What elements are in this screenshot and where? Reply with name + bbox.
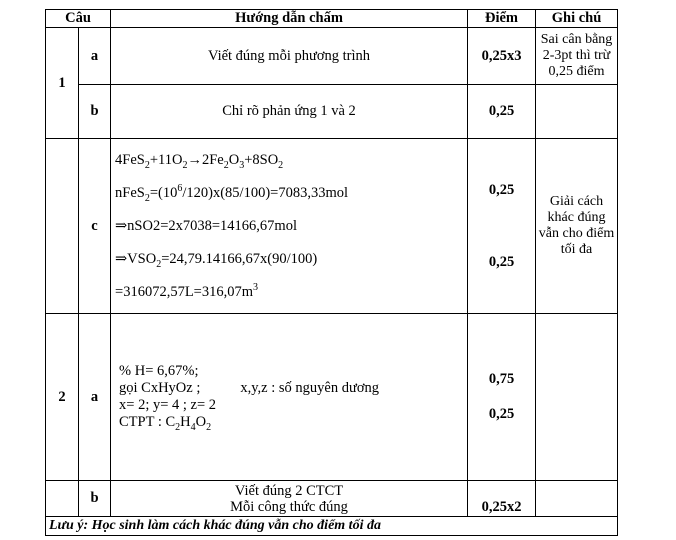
score-1a: 0,25x3 (468, 28, 536, 85)
instruction-1a: Viết đúng mỗi phương trình (111, 28, 468, 85)
grading-table (45, 9, 618, 536)
score-2b: 0,25x2 (468, 481, 536, 517)
row-q1b (46, 85, 618, 139)
row-q1a (46, 28, 618, 85)
instruction-2a (111, 314, 468, 481)
question-number-1: 1 (46, 28, 79, 139)
question-number-2: 2 (46, 314, 79, 481)
line-2b-1: Viết đúng 2 CTCT (234, 482, 344, 499)
row-q2b (46, 481, 618, 517)
score-1b: 0,25 (468, 85, 536, 139)
header-row (46, 10, 618, 28)
sub-label-1b: b (79, 85, 111, 139)
line-2a-1: % H= 6,67%; (119, 363, 199, 379)
line-2a-4: CTPT : $C_2H_4O_2$ (119, 414, 212, 433)
sub-label-2c: c (79, 139, 111, 314)
note-1b (536, 85, 618, 139)
score-2c-1: 0,25 (488, 181, 515, 198)
note-2b (536, 481, 618, 517)
line-2a-3: x= 2; y= 4 ; z= 2 (119, 397, 217, 413)
score-2c (468, 139, 536, 314)
note-2a (536, 314, 618, 481)
instruction-2b (111, 481, 468, 517)
sub-label-2a: a (79, 314, 111, 481)
score-2a-1: 0,75 (488, 371, 515, 387)
header-huong-dan: Hướng dẫn chấm (111, 10, 468, 28)
line-2b-2: Mỗi công thức đúng (230, 498, 348, 515)
note-2c: Giải cách khác đúng vẫn cho điểm tối đa (536, 139, 618, 314)
equation-line-5: $=316072,57L=316,07m^3$ (115, 281, 259, 300)
question-number-empty-2 (46, 481, 79, 517)
equation-line-2: $nFeS_2=(10^6/120)x(85/100)=7083,33mol$ (115, 182, 349, 204)
equation-line-4: $\Rightarrow VSO_2=24,79.14166,67x(90/100)$ (115, 250, 318, 270)
footer-note: Lưu ý: Học sinh làm cách khác đúng vẫn cho điểm tối đa (46, 517, 618, 536)
score-2a (468, 314, 536, 481)
equation-line-1: $4FeS_2+11O_2\to 2Fe_2O_3+8SO_2$ (115, 151, 284, 171)
line-2a-2: gọi CxHyOz ; x,y,z : số nguyên dương (119, 380, 380, 396)
score-2a-2: 0,25 (488, 406, 515, 422)
header-diem: Điểm (468, 10, 536, 28)
sub-label-1a: a (79, 28, 111, 85)
row-q2c (46, 139, 618, 314)
instruction-2c (111, 139, 468, 314)
question-number-empty (46, 139, 79, 314)
footer-row (46, 517, 618, 536)
row-q2a (46, 314, 618, 481)
header-ghi-chu: Ghi chú (536, 10, 618, 28)
header-cau: Câu (46, 10, 111, 28)
score-2c-2: 0,25 (488, 253, 515, 270)
equation-line-3: ⇒nSO2=2x7038=14166,67mol (115, 217, 297, 234)
note-1a: Sai cân bằng 2-3pt thì trừ 0,25 điểm (536, 28, 618, 85)
instruction-1b: Chỉ rõ phản ứng 1 và 2 (111, 85, 468, 139)
sub-label-2b: b (79, 481, 111, 517)
